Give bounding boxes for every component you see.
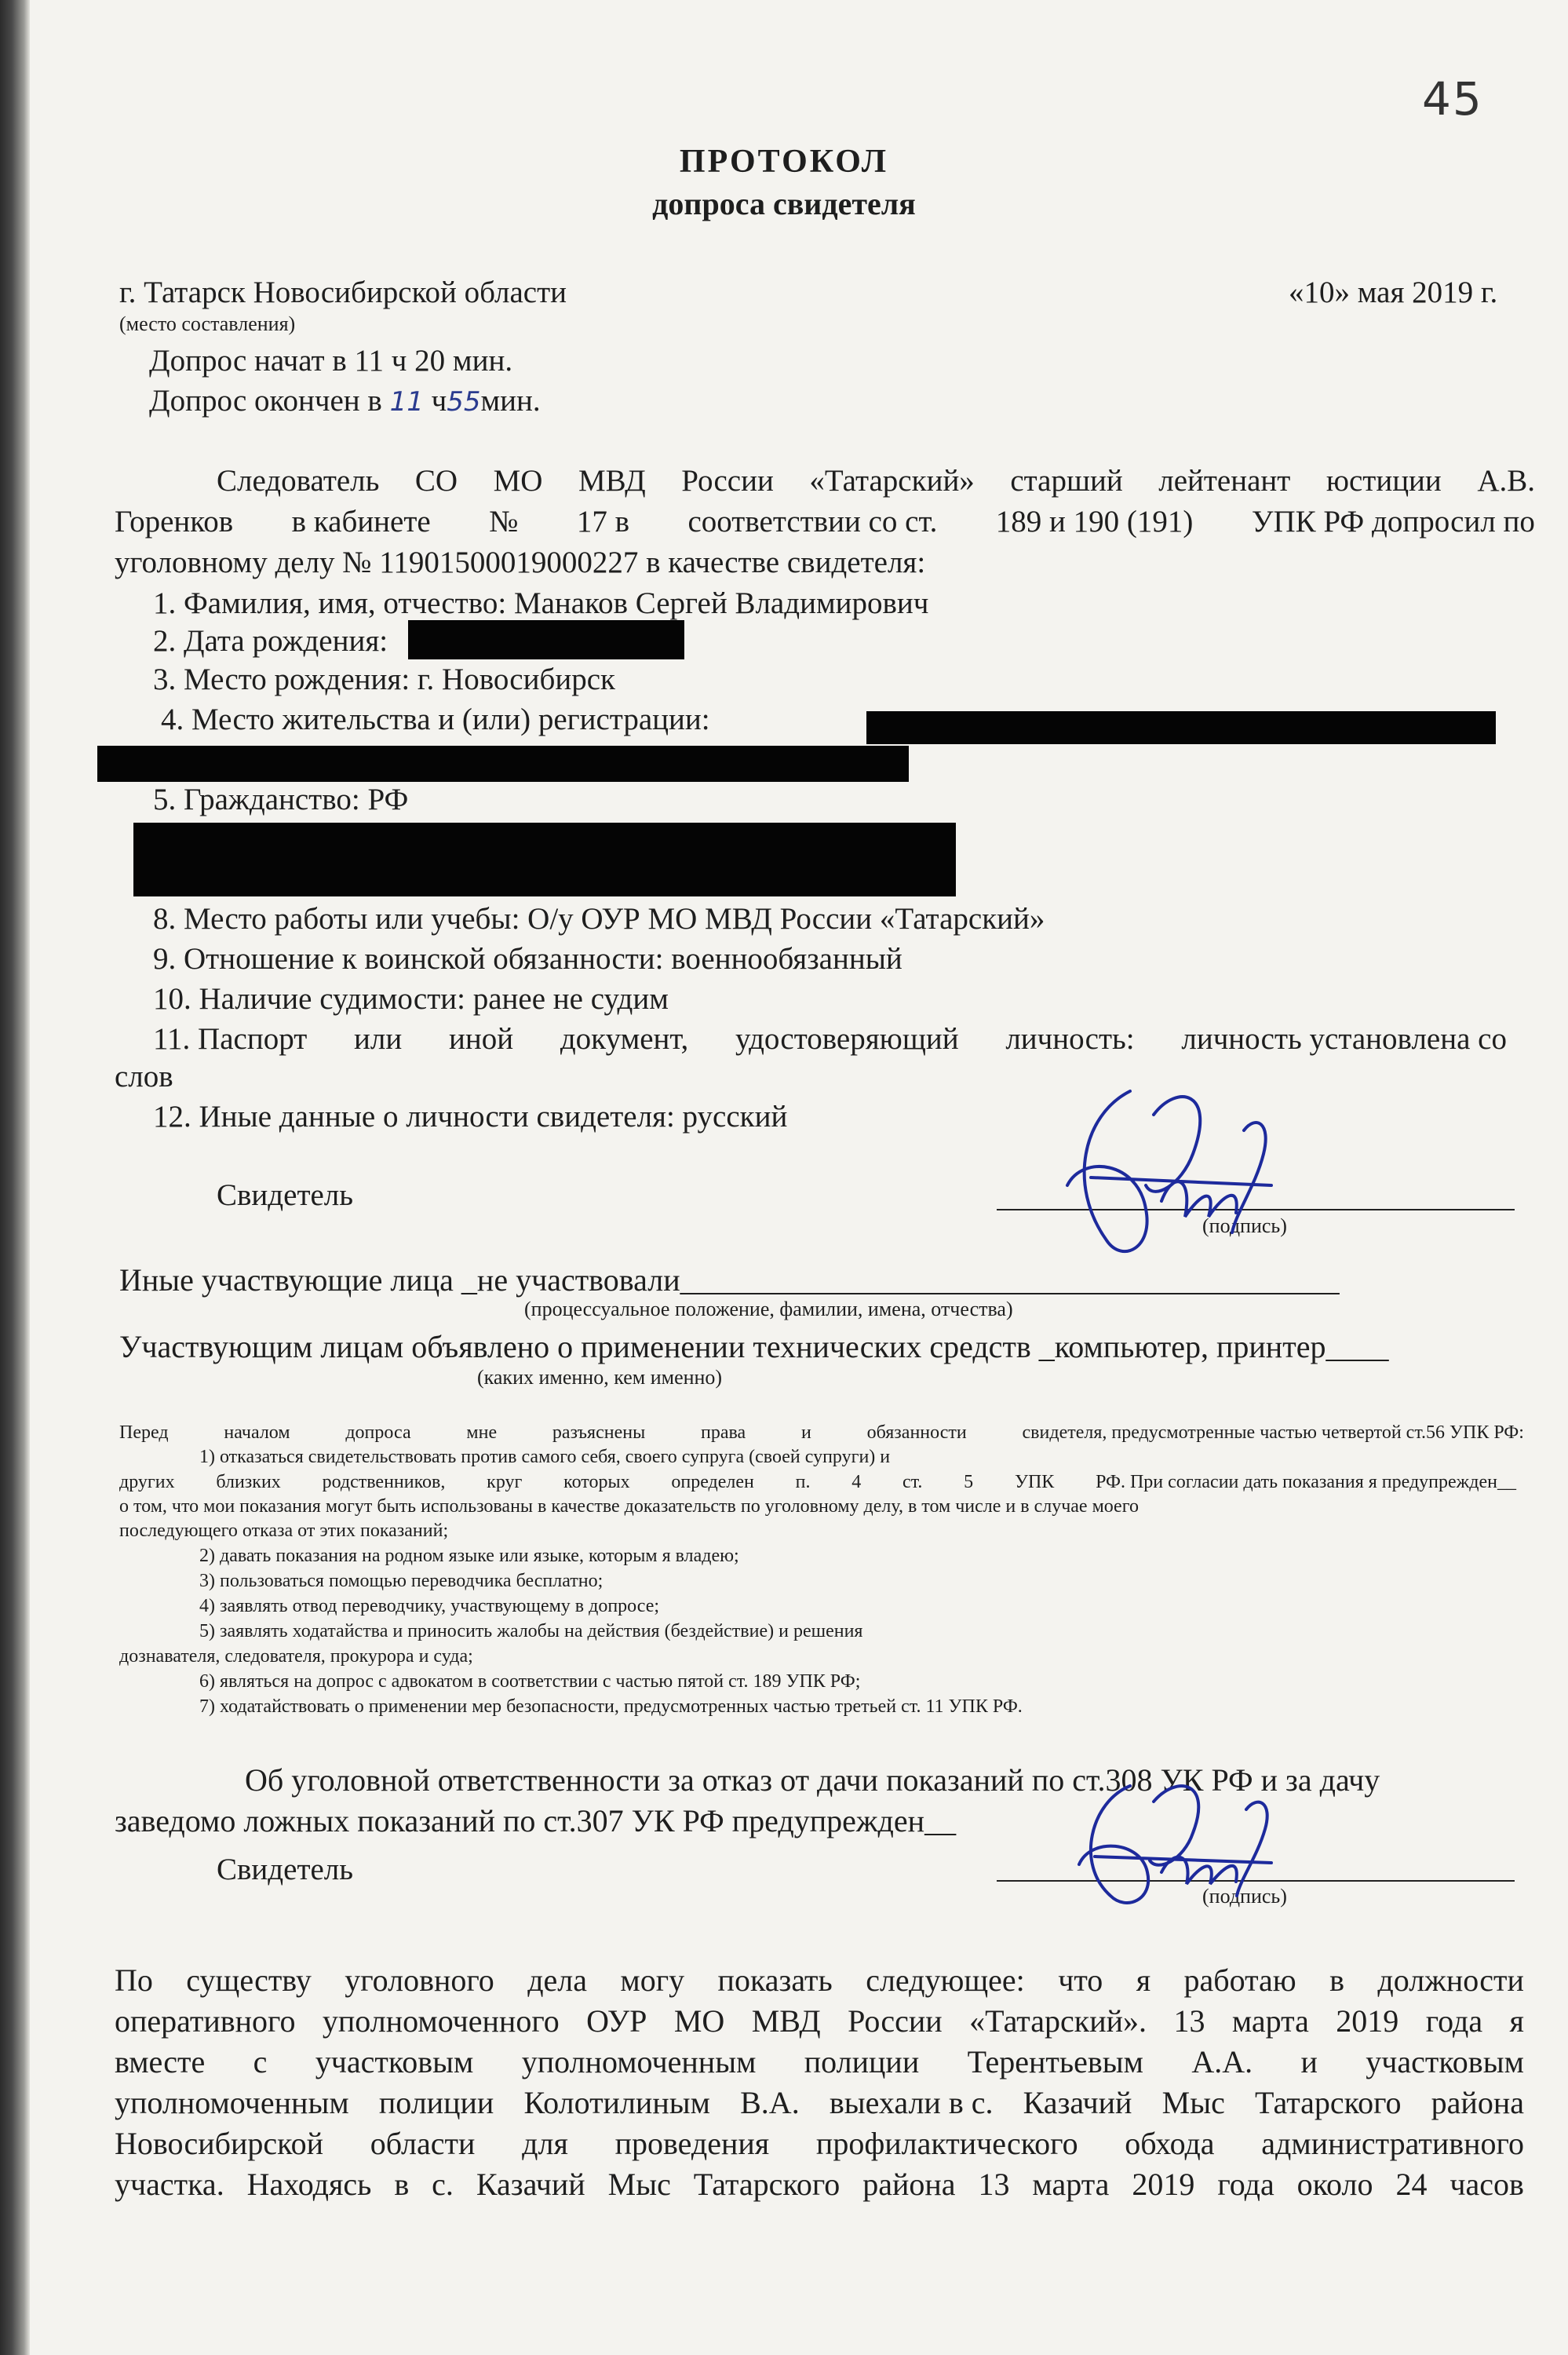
signature-caption-2: (подпись) <box>1202 1885 1287 1908</box>
testimony-word: для <box>522 2126 568 2161</box>
testimony-word: года <box>1425 2003 1483 2039</box>
rights-line-10: дознавателя, следователя, прокурора и суда; <box>119 1646 473 1667</box>
field-birth-date: 2. Дата рождения: <box>153 624 388 658</box>
signature-caption-1: (подпись) <box>1202 1214 1287 1237</box>
rights-line-2: 1) отказаться свидетельствовать против самого себя, своего супруга (своей супруги) и <box>199 1447 891 1467</box>
testimony-line-5 <box>115 2125 1524 2162</box>
rights-line-7: 3) пользоваться помощью переводчика бесплатно; <box>199 1571 603 1591</box>
rights-word: обязанности <box>866 1422 967 1443</box>
rights-word: началом <box>224 1422 290 1443</box>
rights-word: родственников, <box>322 1472 446 1492</box>
testimony-word: 2019 <box>1336 2003 1399 2039</box>
rights-line-12: 7) ходатайствовать о применении мер безопасности, предусмотренных частью третьей ст. 11 УПК РФ. <box>199 1696 1023 1717</box>
responsibility-line-1: Об уголовной ответственности за отказ от дачи показаний по ст.308 УК РФ и за дачу <box>245 1762 1380 1798</box>
witness-signature-2 <box>1044 1762 1287 1919</box>
rights-word: 4 <box>851 1472 862 1492</box>
redaction-fields-6-7 <box>133 823 956 896</box>
redaction-residence-2 <box>97 746 909 782</box>
rights-word: п. <box>795 1472 811 1492</box>
testimony-word: в <box>394 2167 410 2202</box>
binding-edge <box>0 0 30 2355</box>
intro-word: 17 в <box>576 505 630 539</box>
end-time-prefix: Допрос окончен в <box>149 384 382 418</box>
testimony-word: Колотилиным <box>523 2085 710 2120</box>
testimony-word: МО <box>673 2003 725 2039</box>
intro-word: соответствии со ст. <box>687 505 938 539</box>
intro-word: лейтенант <box>1158 464 1291 498</box>
testimony-word: полиции <box>804 2044 920 2079</box>
intro-word: России <box>681 464 774 498</box>
testimony-word: вместе <box>115 2044 206 2079</box>
testimony-word: административного <box>1261 2126 1524 2161</box>
redaction-residence-1 <box>866 711 1496 744</box>
testimony-word: Татарского <box>1255 2085 1402 2120</box>
testimony-word: уполномоченным <box>521 2044 757 2079</box>
testimony-word: 13 <box>1173 2003 1205 2039</box>
testimony-word: в <box>1329 1962 1344 1998</box>
testimony-word: 2019 <box>1132 2167 1195 2202</box>
passport-word: иной <box>448 1022 514 1056</box>
rights-word: УПК <box>1014 1472 1055 1492</box>
testimony-word: с <box>253 2044 268 2079</box>
rights-word: других <box>119 1472 175 1492</box>
intro-line-3: уголовному делу № 11901500019000227 в качестве свидетеля: <box>115 546 926 579</box>
field-military: 9. Отношение к воинской обязанности: военнообязанный <box>153 942 903 976</box>
intro-line-1 <box>217 463 1535 498</box>
testimony-word: могу <box>620 1962 685 1998</box>
witness-label-2: Свидетель <box>217 1853 354 1886</box>
testimony-word: уполномоченным <box>115 2085 349 2120</box>
testimony-word: около <box>1296 2167 1373 2202</box>
responsibility-line-2: заведомо ложных показаний по ст.307 УК РФ предупрежден__ <box>115 1803 957 1838</box>
witness-label-1: Свидетель <box>217 1178 354 1212</box>
intro-word: Горенков <box>115 505 234 539</box>
field-passport-cont: слов <box>115 1060 173 1094</box>
testimony-word: Новосибирской <box>115 2126 323 2161</box>
testimony-word: Мыс <box>1161 2085 1225 2120</box>
testimony-word: и <box>1300 2044 1318 2079</box>
testimony-word: следующее: <box>866 1962 1025 1998</box>
place: г. Татарск Новосибирской области <box>119 276 567 309</box>
intro-word: Следователь <box>217 464 380 498</box>
field-citizenship: 5. Гражданство: РФ <box>153 783 409 816</box>
end-time-hours-unit: ч <box>431 384 447 418</box>
testimony-word: России <box>848 2003 943 2039</box>
rights-word: близких <box>216 1472 281 1492</box>
start-time: Допрос начат в 11 ч 20 мин. <box>149 344 513 378</box>
intro-word: А.В. <box>1477 464 1535 498</box>
rights-line-4: о том, что мои показания могут быть использованы в качестве доказательств по уголовному делу, в том числе и в случае моего <box>119 1496 1139 1517</box>
passport-word: 11. Паспорт <box>153 1022 308 1056</box>
redaction-birth-date <box>408 620 684 659</box>
testimony-word: существу <box>186 1962 312 1998</box>
testimony-word: выехали в с. <box>829 2085 994 2120</box>
end-time-minutes-unit: мин. <box>480 384 541 418</box>
testimony-word: дела <box>527 1962 588 1998</box>
testimony-word: Мыс <box>607 2167 671 2202</box>
testimony-word: МВД <box>751 2003 821 2039</box>
testimony-word: я <box>1509 2003 1524 2039</box>
passport-word: или <box>354 1022 403 1056</box>
intro-word: 189 и 190 (191) <box>995 505 1194 539</box>
testimony-word: участковым <box>315 2044 474 2079</box>
testimony-line-4 <box>115 2084 1524 2121</box>
other-participants: Иные участвующие лица _не участвовали__________________________________________ <box>119 1262 1340 1298</box>
testimony-line-6 <box>115 2166 1524 2203</box>
testimony-word: района <box>862 2167 956 2202</box>
passport-word: удостоверяющий <box>735 1022 959 1056</box>
testimony-word: показать <box>717 1962 833 1998</box>
intro-word: «Татарский» <box>809 464 975 498</box>
testimony-line-2 <box>115 2003 1524 2039</box>
testimony-word: должности <box>1377 1962 1524 1998</box>
testimony-line-3 <box>115 2043 1524 2080</box>
testimony-word: я <box>1136 1962 1151 1998</box>
intro-word: юстиции <box>1326 464 1442 498</box>
passport-word: личность: <box>1005 1022 1135 1056</box>
date: «10» мая 2019 г. <box>1289 276 1498 309</box>
intro-word: МО <box>493 464 543 498</box>
testimony-word: участка. <box>115 2167 224 2202</box>
testimony-word: уполномоченного <box>322 2003 560 2039</box>
place-caption: (место составления) <box>119 312 296 335</box>
end-time <box>149 383 541 418</box>
intro-word: в кабинете <box>291 505 431 539</box>
rights-word: которых <box>563 1472 630 1492</box>
rights-word: допроса <box>345 1422 411 1443</box>
technical-means-caption: (каких именно, кем именно) <box>477 1366 723 1389</box>
passport-word: личность установлена со <box>1181 1022 1507 1056</box>
testimony-word: ОУР <box>586 2003 647 2039</box>
witness-signature-1 <box>1036 1068 1287 1272</box>
testimony-word: с. <box>432 2167 454 2202</box>
intro-word: старший <box>1010 464 1123 498</box>
testimony-word: полиции <box>378 2085 494 2120</box>
field-workplace: 8. Место работы или учебы: О/у ОУР МО МВД России «Татарский» <box>153 902 1045 936</box>
testimony-word: профилактического <box>815 2126 1078 2161</box>
testimony-word: что <box>1058 1962 1103 1998</box>
field-birth-place: 3. Место рождения: г. Новосибирск <box>153 663 615 696</box>
testimony-word: Казачий <box>476 2167 585 2202</box>
other-participants-caption: (процессуальное положение, фамилии, имена, отчества) <box>524 1298 1013 1320</box>
testimony-word: 13 <box>978 2167 1010 2202</box>
document-title: ПРОТОКОЛ <box>679 144 889 180</box>
testimony-word: уголовного <box>345 1962 494 1998</box>
testimony-word: Татарского <box>693 2167 841 2202</box>
rights-word: круг <box>487 1472 523 1492</box>
testimony-word: года <box>1217 2167 1274 2202</box>
intro-word: № <box>489 505 519 539</box>
technical-means: Участвующим лицам объявлено о применении технических средств _компьютер, принтер____ <box>119 1329 1389 1364</box>
rights-word: и <box>801 1422 811 1443</box>
testimony-word: работаю <box>1183 1962 1296 1998</box>
field-passport <box>153 1021 1507 1057</box>
rights-line-1 <box>119 1422 1524 1444</box>
testimony-word: В.А. <box>740 2085 800 2120</box>
field-full-name: 1. Фамилия, имя, отчество: Манаков Сергей Владимирович <box>153 586 929 620</box>
page-number: 45 <box>1422 72 1483 126</box>
passport-word: документ, <box>560 1022 689 1056</box>
rights-line-5: последующего отказа от этих показаний; <box>119 1521 449 1541</box>
field-residence: 4. Место жительства и (или) регистрации: <box>161 703 710 736</box>
testimony-word: участковым <box>1366 2044 1524 2079</box>
testimony-word: По <box>115 1962 153 1998</box>
rights-word: свидетеля, предусмотренные частью четвертой ст.56 УПК РФ: <box>1022 1422 1524 1443</box>
end-time-minutes: 55 <box>447 386 481 418</box>
rights-line-9: 5) заявлять ходатайства и приносить жалобы на действия (бездействие) и решения <box>199 1621 863 1641</box>
field-criminal-record: 10. Наличие судимости: ранее не судим <box>153 982 669 1016</box>
testimony-word: 24 <box>1395 2167 1428 2202</box>
rights-word: мне <box>466 1422 498 1443</box>
rights-word: права <box>701 1422 746 1443</box>
rights-word: Перед <box>119 1422 169 1443</box>
rights-word: РФ. При согласии дать показания я предупрежден__ <box>1096 1472 1516 1492</box>
testimony-word: марта <box>1231 2003 1309 2039</box>
testimony-word: Терентьевым <box>967 2044 1143 2079</box>
rights-word: ст. <box>903 1472 923 1492</box>
intro-line-2 <box>115 504 1535 539</box>
rights-line-3 <box>119 1472 1516 1493</box>
intro-word: СО <box>414 464 458 498</box>
testimony-word: Находясь <box>246 2167 372 2202</box>
rights-word: 5 <box>964 1472 974 1492</box>
rights-word: определен <box>671 1472 754 1492</box>
testimony-line-1 <box>115 1962 1524 1999</box>
rights-line-11: 6) являться на допрос с адвокатом в соответствии с частью пятой ст. 189 УПК РФ; <box>199 1671 861 1692</box>
intro-word: УПК РФ допросил по <box>1251 505 1535 539</box>
end-time-hours: 11 <box>389 386 424 418</box>
rights-word: разъяснены <box>552 1422 646 1443</box>
rights-line-8: 4) заявлять отвод переводчику, участвующему в допросе; <box>199 1596 660 1616</box>
testimony-word: района <box>1431 2085 1524 2120</box>
testimony-word: проведения <box>614 2126 770 2161</box>
testimony-word: «Татарский». <box>969 2003 1147 2039</box>
rights-line-6: 2) давать показания на родном языке или языке, которым я владею; <box>199 1546 739 1566</box>
testimony-word: марта <box>1032 2167 1110 2202</box>
testimony-word: часов <box>1449 2167 1524 2202</box>
testimony-word: Казачий <box>1023 2085 1132 2120</box>
field-other-data: 12. Иные данные о личности свидетеля: русский <box>153 1100 788 1134</box>
document-subtitle: допроса свидетеля <box>652 186 916 221</box>
intro-word: МВД <box>578 464 646 498</box>
testimony-word: А.А. <box>1191 2044 1253 2079</box>
testimony-word: оперативного <box>115 2003 296 2039</box>
testimony-word: области <box>370 2126 476 2161</box>
testimony-word: обхода <box>1125 2126 1215 2161</box>
